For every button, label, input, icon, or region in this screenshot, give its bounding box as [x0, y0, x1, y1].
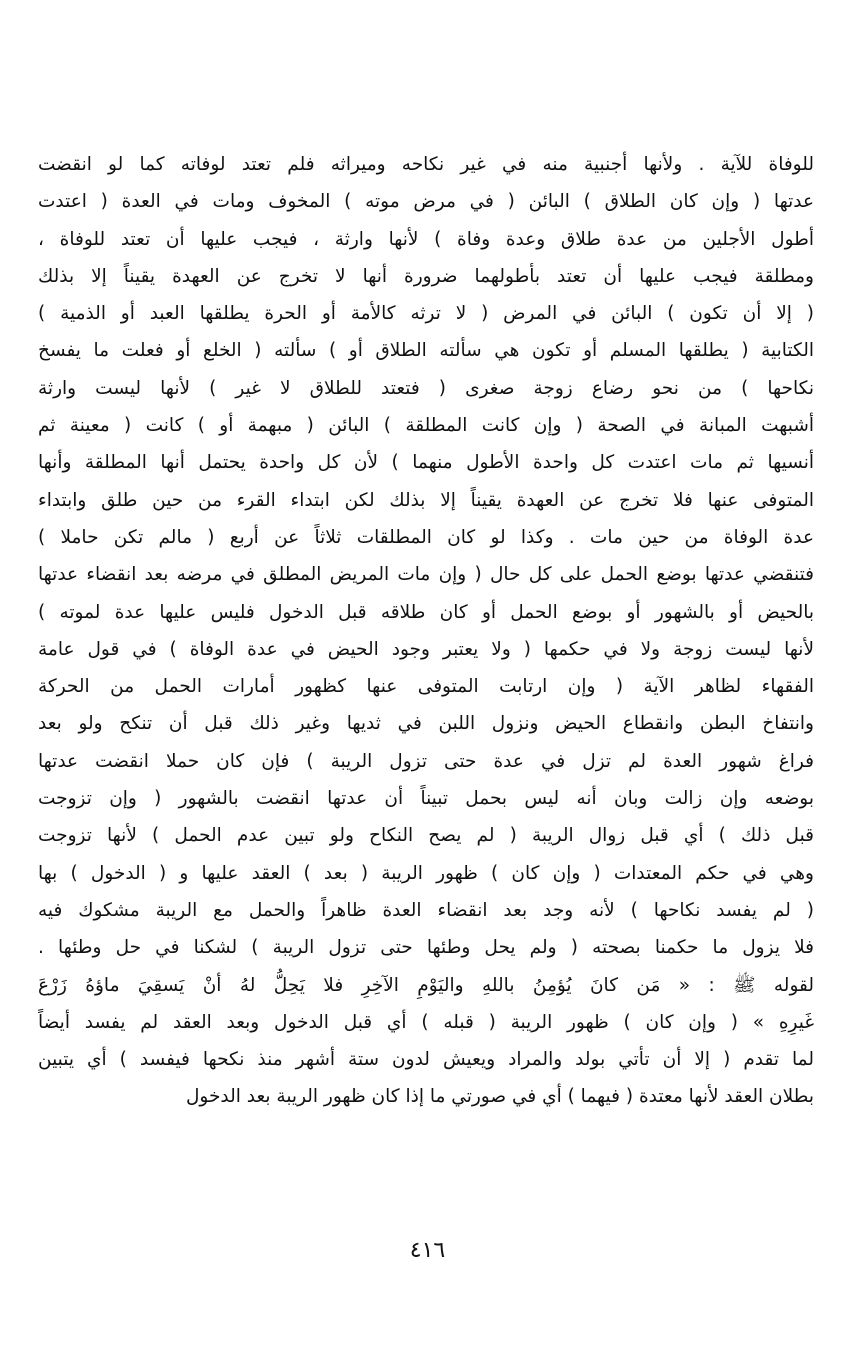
text-line: عدتها ( وإن كان الطلاق ) البائن ( في مرض موته ) المخوف ومات في العدة ( اعتدت [38, 191, 814, 213]
text-line: وهي في حكم المعتدات ( وإن كان ) ظهور الريبة ( بعد ) العقد عليها و ( الدخول ) بها [38, 862, 814, 884]
body-text [38, 146, 814, 1116]
text-line: لما تقدم ( إلا أن تأتي بولد والمراد ويعيش لدون ستة أشهر منذ نكحها فيفسد ) أي يتبين [38, 1049, 814, 1071]
text-line: الفقهاء لظاهر الآية ( وإن ارتابت المتوفى عنها كظهور أمارات الحمل من الحركة [38, 676, 814, 698]
text-line: للوفاة للآية . ولأنها أجنبية منه في غير نكاحه وميراثه فلم تعتد لوفاته كما لو انقضت [38, 154, 814, 175]
text-line: نكاحها ) من نحو رضاع زوجة صغرى ( فتعتد للطلاق لا غير ) لأنها ليست وارثة [38, 377, 814, 399]
text-line: ( لم يفسد نكاحها ) لأنه وجد بعد انقضاء العدة ظاهراً والحمل مع الريبة مشكوك فيه [38, 899, 814, 921]
text-line: أنسيها ثم مات اعتدت كل واحدة الأطول منهما ) لأن كل واحدة يحتمل أنها المطلقة وأنها [38, 452, 814, 474]
text-line: الكتابية ( يطلقها المسلم أو تكون هي سألته الطلاق أو ) سألته ( الخلع أو فعلت ما يفسخ [38, 340, 814, 362]
page-number: ٤١٦ [409, 1238, 446, 1263]
text-line: قبل ذلك ) أي قبل زوال الريبة ( لم يصح النكاح ولو تبين عدم الحمل ) لأنها تزوجت [38, 825, 814, 847]
text-line: وانتفاخ البطن وانقطاع الحيض ونزول اللبن في ثديها وغير ذلك قبل أن تنكح ولو بعد [38, 713, 814, 735]
text-line: أشبهت المبانة في الصحة ( وإن كانت المطلقة ) البائن ( مبهمة أو ) كانت ( معينة ثم [38, 415, 814, 437]
text-line: بطلان العقد لأنها معتدة ( فيهما ) أي في صورتي ما إذا كان ظهور الريبة بعد الدخول [185, 1086, 814, 1108]
text-line: المتوفى عنها فلا تخرج عن العهدة يقيناً إلا بذلك لكن ابتداء القرء من حين طلق وابتداء [38, 489, 814, 511]
text-line: ( إلا أن تكون ) البائن في المرض ( لا ترثه كالأمة أو الحرة يطلقها العبد أو الذمية ) [38, 303, 814, 325]
text-line: بوضعه وإن زالت وبان أنه ليس بحمل تبيناً أن عدتها انقضت بالشهور ( وإن تزوجت [38, 788, 814, 810]
text-line: غَيرِهِ » ( وإن كان ) ظهور الريبة ( قبله ) أي قبل الدخول وبعد العقد لم يفسد أيضاً [38, 1011, 814, 1033]
text-line: عدة الوفاة من حين مات . وكذا لو كان المطلقات ثلاثاً عن أربع ( مالم تكن حاملا ) [38, 526, 814, 548]
text-line: أطول الأجلين من عدة طلاق وعدة وفاة ) لأنها وارثة ، فيجب عليها أن تعتد للوفاة ، [38, 228, 814, 250]
text-line: فراغ شهور العدة لم تزل في عدة حتى تزول الريبة ) فإن كان حملا انقضت عدتها [38, 750, 814, 772]
text-line: لأنها ليست زوجة ولا في حكمها ( ولا يعتبر وجود الحيض في عدة الوفاة ) في قول عامة [38, 638, 814, 660]
text-line: لقوله ﷺ : « مَن كانَ يُؤمِنُ باللهِ واليَوْمِ الآخِرِ فلا يَحِلُّ لهُ أنْ يَسقِيَ ماؤهُ زَرْعَ [38, 974, 814, 996]
text-line: فلا يزول ما حكمنا بصحته ( ولم يحل وطئها حتى تزول الريبة ) لشكنا في حل وطئها . [38, 937, 814, 959]
text-line: فتنقضي عدتها بوضع الحمل على كل حال ( وإن مات المريض المطلق في مرضه بعد انقضاء عدتها [38, 564, 814, 586]
text-line: بالحيض أو بالشهور أو بوضع الحمل أو كان طلاقه قبل الدخول فليس عليها عدة لموته ) [38, 601, 814, 623]
text-line: ومطلقة فيجب عليها أن تعتد بأطولهما ضرورة أنها لا تخرج عن العهدة يقيناً إلا بذلك [38, 265, 814, 287]
